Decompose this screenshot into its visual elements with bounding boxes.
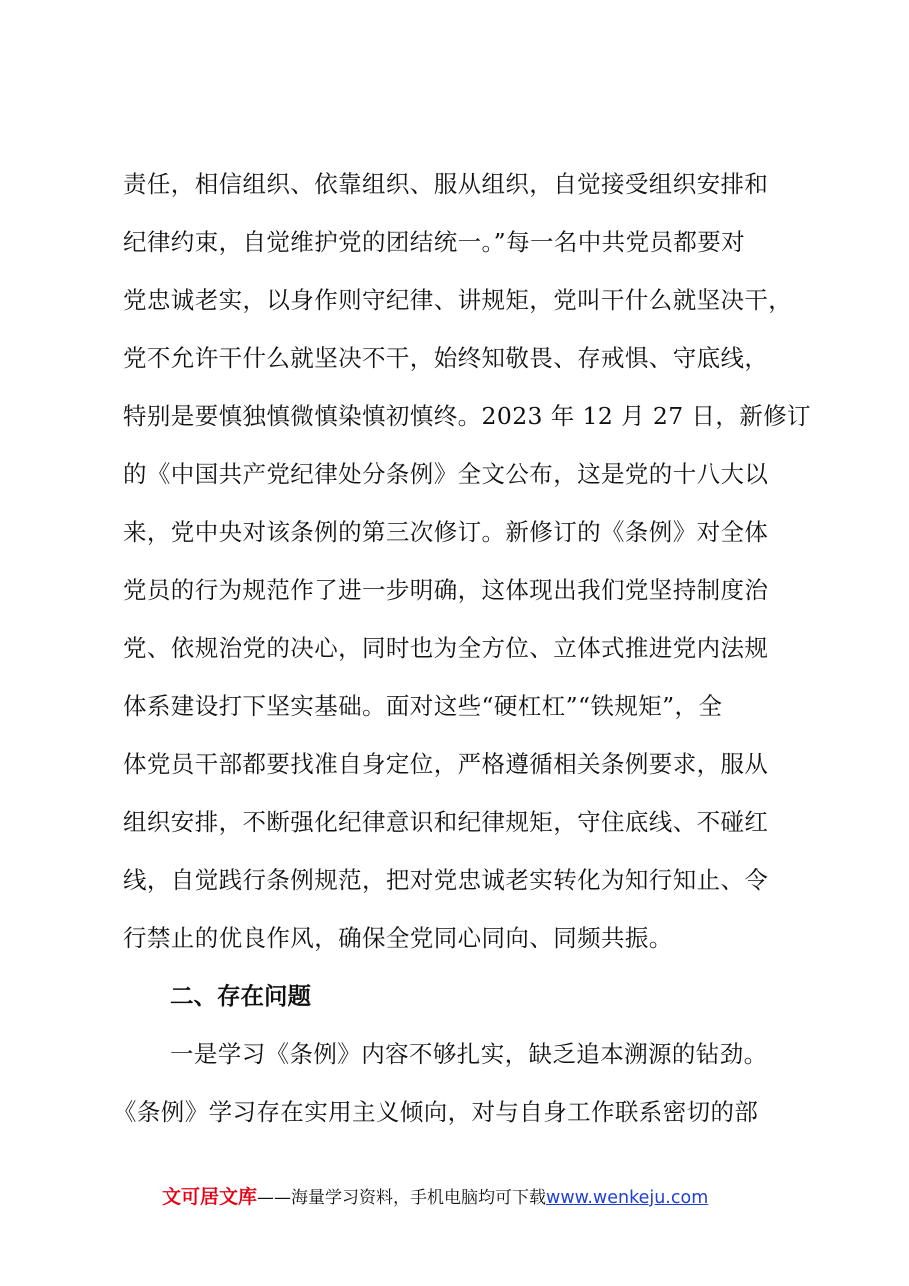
body-line: 线，自觉践行条例规范，把对党忠诚老实转化为知行知止、令 [123,866,769,894]
body-line: 行禁止的优良作风，确保全党同心同向、同频共振。 [123,924,673,952]
footer-tagline: 海量学习资料，手机电脑均可下载 [291,1188,547,1208]
body-line: 党忠诚老实，以身作则守纪律、讲规矩，党叫干什么就坚决干， [123,286,793,314]
body-line: 党不允许干什么就坚决不干，始终知敬畏、存戒惧、守底线， [123,344,769,372]
footer-brand: 文可居文库 [162,1186,258,1208]
body-line: 党、依规治党的决心，同时也为全方位、立体式推进党内法规 [123,634,769,662]
body-line: 来，党中央对该条例的第三次修订。新修订的《条例》对全体 [123,518,769,546]
footer-banner [162,1183,708,1211]
body-line: 组织安排，不断强化纪律意识和纪律规矩，守住底线、不碰红 [123,808,769,836]
footer-link[interactable]: www.wenkeju.com [546,1188,709,1208]
body-line: 一是学习《条例》内容不够扎实，缺乏追本溯源的钻劲。 [170,1040,768,1068]
body-line: 党员的行为规范作了进一步明确，这体现出我们党坚持制度治 [123,576,769,604]
body-line: 责任，相信组织、依靠组织、服从组织，自觉接受组织安排和 [123,170,769,198]
body-line: 纪律约束，自觉维护党的团结统一。”每一名中共党员都要对 [123,228,746,256]
body-line: 的《中国共产党纪律处分条例》全文公布，这是党的十八大以 [123,460,769,488]
body-line: 《条例》学习存在实用主义倾向，对与自身工作联系密切的部 [113,1098,759,1126]
body-line: 体党员干部都要找准自身定位，严格遵循相关条例要求，服从 [123,750,769,778]
section-heading: 二、存在问题 [170,982,311,1010]
footer-separator: —— [257,1188,292,1208]
body-line: 特别是要慎独慎微慎染慎初慎终。2023 年 12 月 27 日，新修订 [123,402,811,430]
body-line: 体系建设打下坚实基础。面对这些“硬杠杠”“铁规矩”，全 [123,692,723,720]
